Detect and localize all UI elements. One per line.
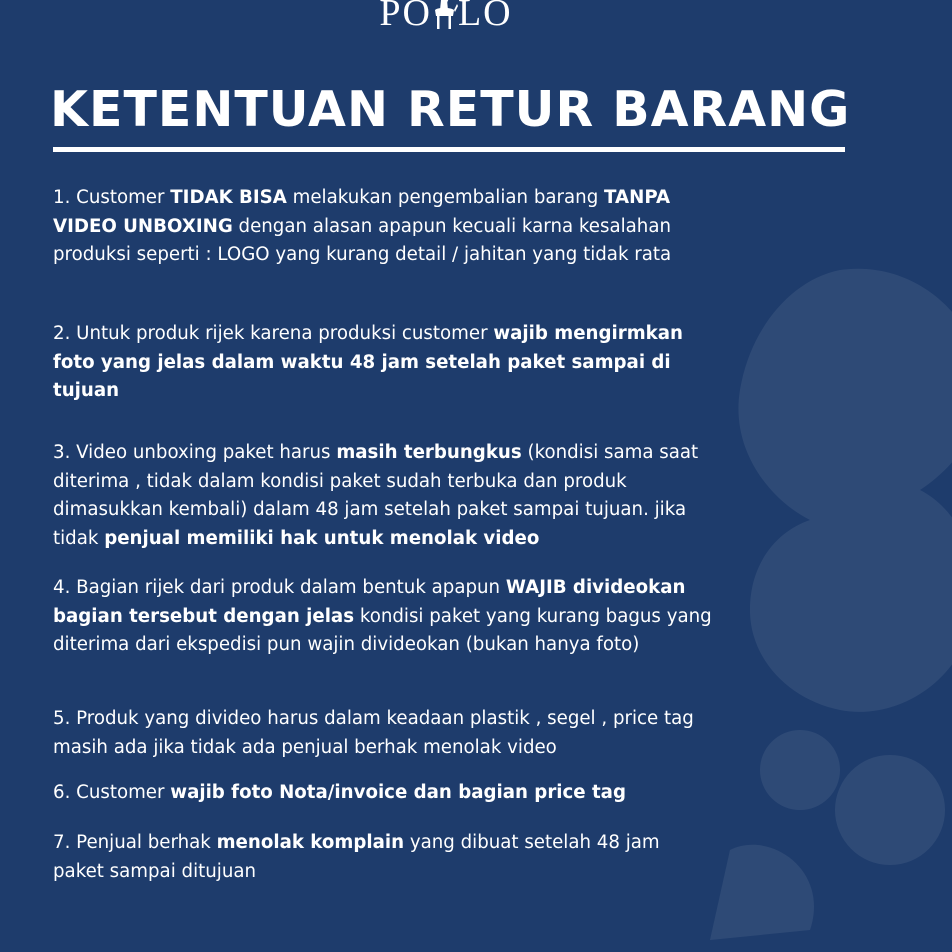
rule-emphasis-text: wajib mengirmkan foto yang jelas dalam waktu 48 jam setelah paket sampai di tujuan <box>53 323 683 401</box>
rule-item <box>53 705 713 762</box>
rule-text: melakukan pengembalian barang <box>286 187 605 208</box>
rule-text: 4. Bagian rijek dari produk dalam bentuk apapun <box>53 577 506 598</box>
rule-item <box>53 320 713 406</box>
page-title: KETENTUAN RETUR BARANG <box>50 81 851 138</box>
polo-emblem-watermark-icon <box>690 250 952 950</box>
rule-text: 6. Customer <box>53 782 171 803</box>
rule-emphasis-text: TIDAK BISA <box>170 187 287 208</box>
rule-item <box>53 779 713 808</box>
rule-emphasis-text: menolak komplain <box>216 832 405 853</box>
rule-emphasis-text: TANPA VIDEO UNBOXING <box>53 187 671 237</box>
rule-text: 5. Produk yang divideo harus dalam keadaan plastik , segel , price tag masih ada jika tidak ada penjual berhak menolak video <box>53 708 694 758</box>
rule-text: kondisi paket yang kurang bagus yang diterima dari ekspedisi pun wajin divideokan (bukan hanya foto) <box>53 605 712 655</box>
rule-text: (kondisi sama saat diterima , tidak dalam kondisi paket sudah terbuka dan produk dimasukkan kembali) dalam 48 jam setelah paket sampai tujuan. jika tidak <box>53 442 699 549</box>
rule-text: 3. Video unboxing paket harus <box>53 442 337 463</box>
rule-emphasis-text: WAJIB divideokan bagian tersebut dengan jelas <box>53 577 686 627</box>
polo-player-icon <box>430 0 458 32</box>
rule-emphasis-text: masih terbungkus <box>336 442 522 463</box>
rule-emphasis-text: penjual memiliki hak untuk menolak video <box>104 527 540 549</box>
rule-item <box>53 184 713 270</box>
rule-text: 1. Customer <box>53 187 171 208</box>
rule-text: yang dibuat setelah 48 jam paket sampai ditujuan <box>53 832 660 882</box>
logo-wordmark: PO LO <box>379 0 513 34</box>
rule-text: dengan alasan apapun kecuali karna kesalahan produksi seperti : LOGO yang kurang detail / jahitan yang tidak rata <box>53 215 672 265</box>
rule-item <box>53 439 713 553</box>
rule-item <box>53 829 713 886</box>
rule-text: 7. Penjual berhak <box>53 832 217 853</box>
polo-logo <box>366 0 526 32</box>
rule-item <box>53 574 713 660</box>
rule-emphasis-text: wajib foto Nota/invoice dan bagian price tag <box>170 782 626 803</box>
title-underline <box>53 147 845 152</box>
rule-text: 2. Untuk produk rijek karena produksi customer <box>53 323 494 344</box>
